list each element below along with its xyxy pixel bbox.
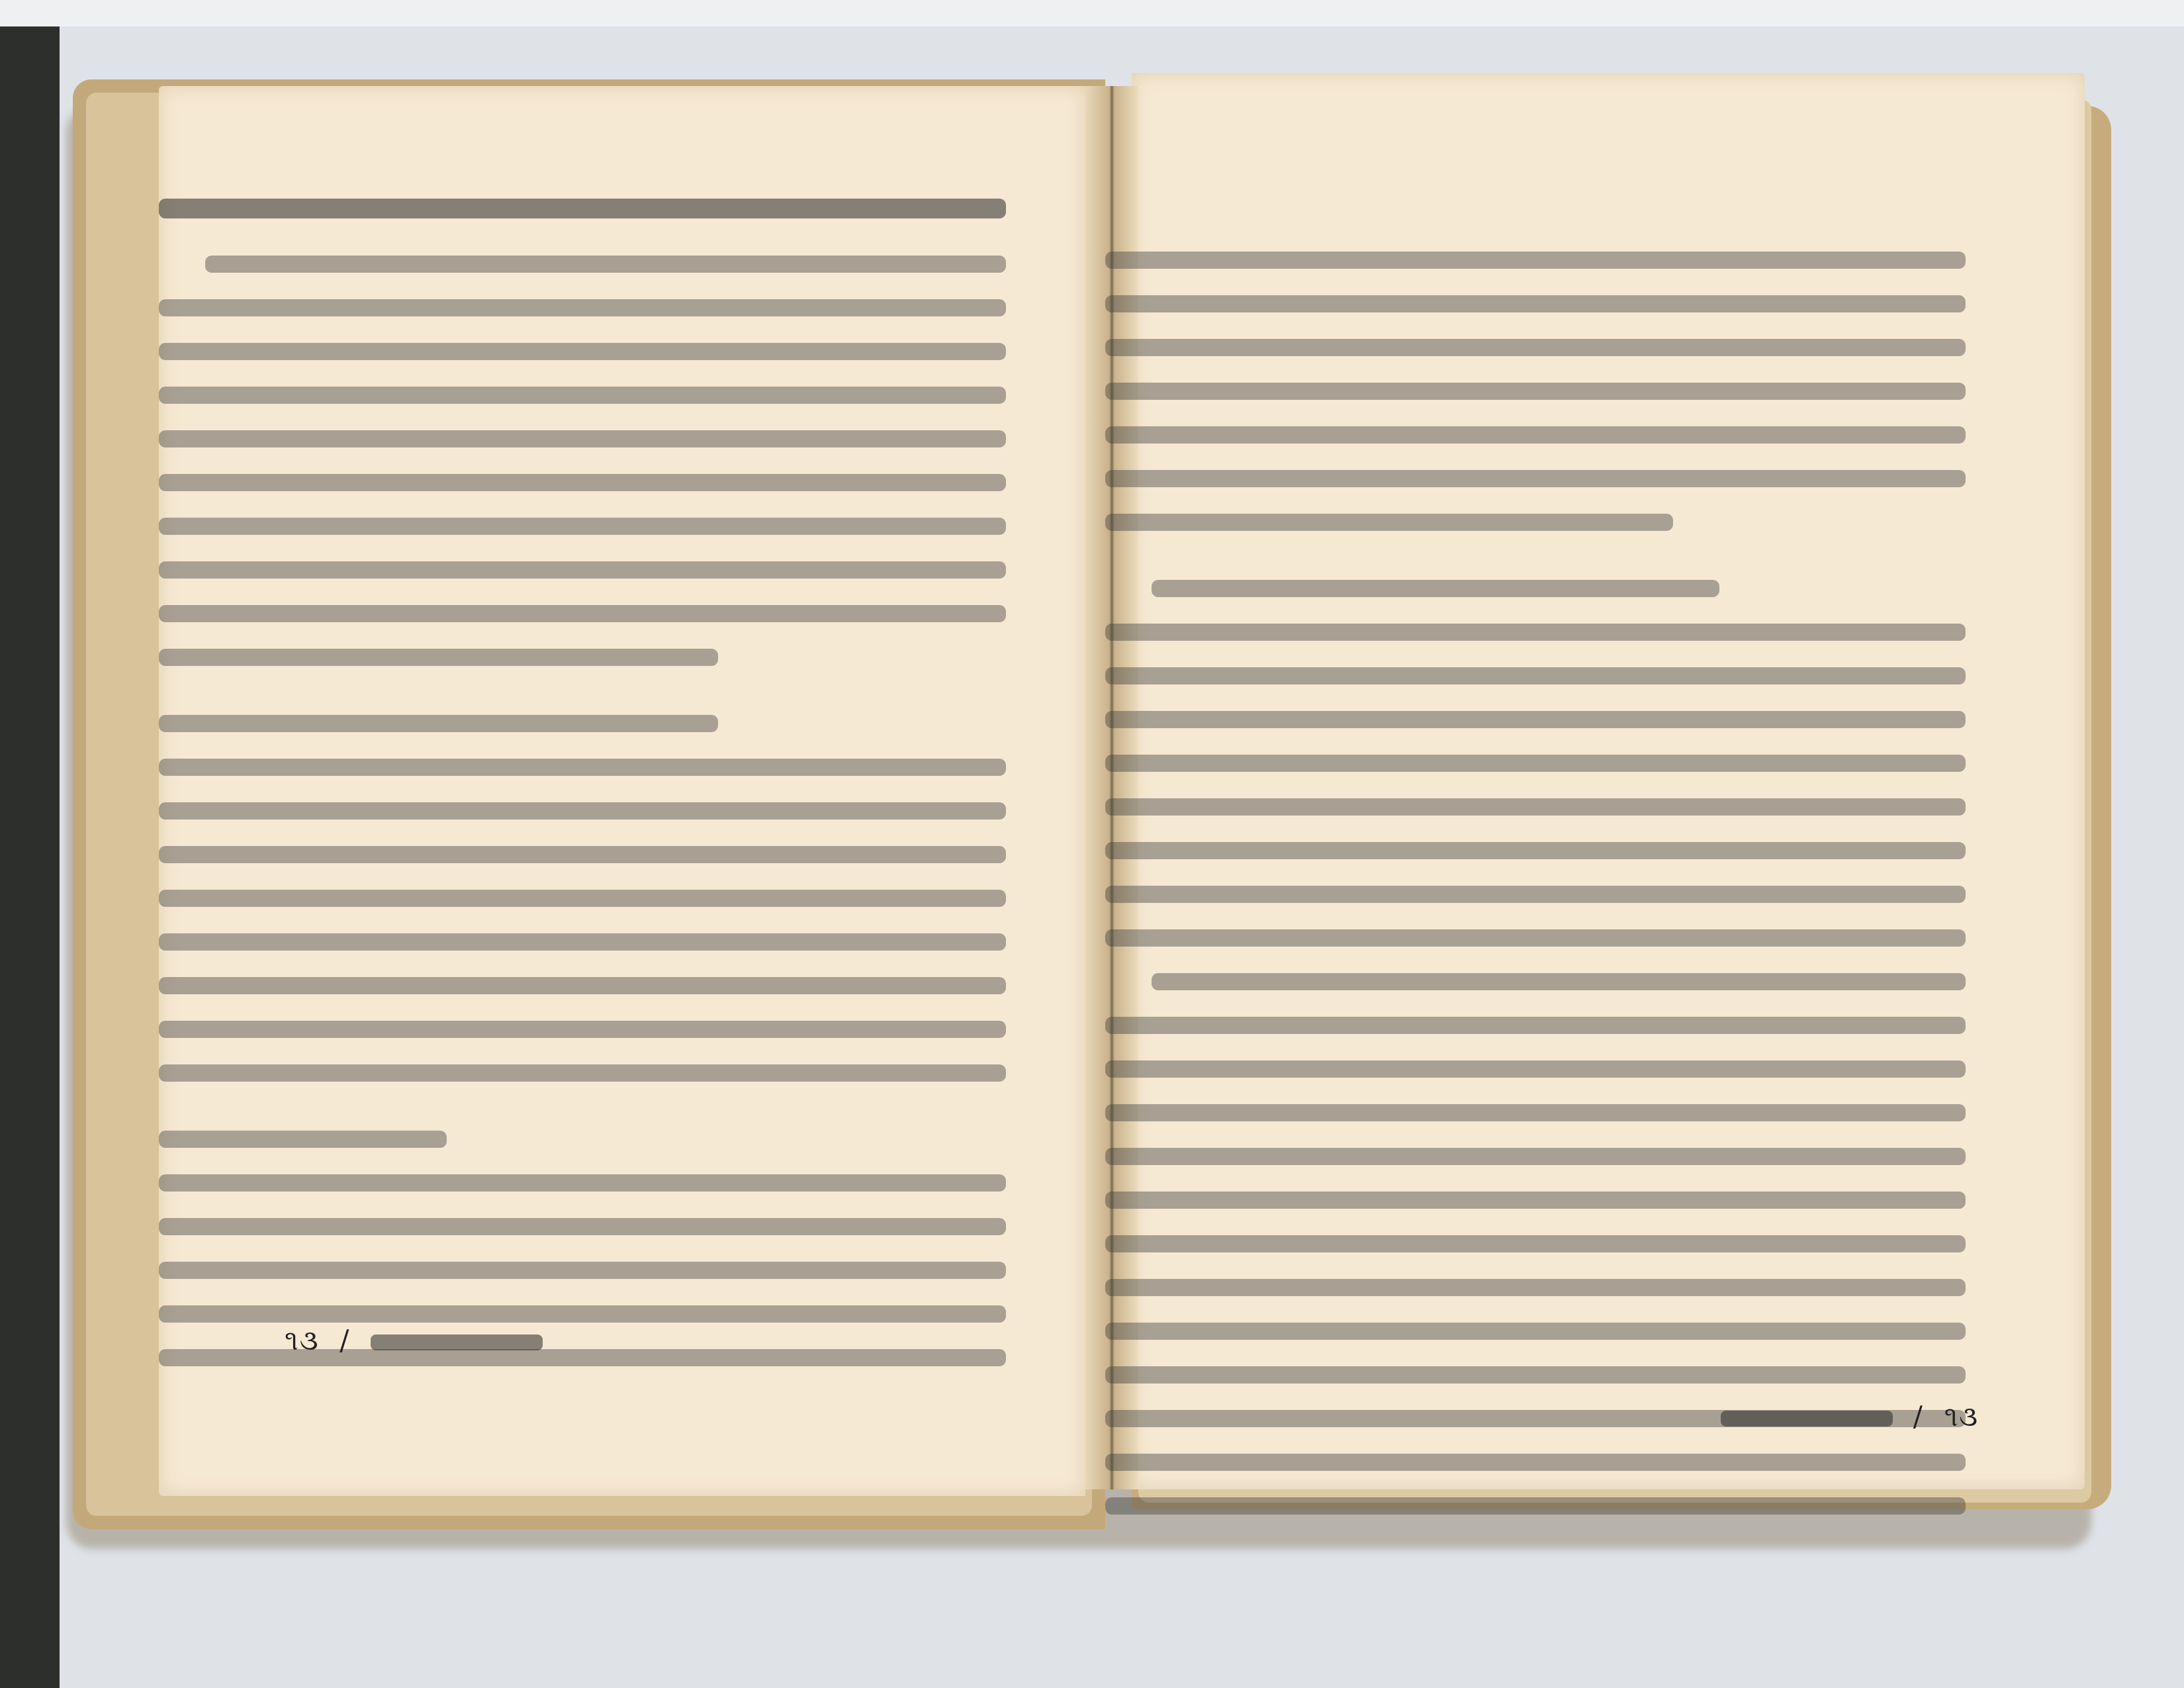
text-line [1105, 1279, 1966, 1296]
text-line [1105, 514, 1673, 531]
running-head [159, 199, 1006, 218]
text-line [159, 561, 1006, 579]
text-line [1105, 1366, 1966, 1383]
text-line [159, 430, 1006, 447]
text-line [1105, 1454, 1966, 1471]
text-line [1105, 252, 1966, 269]
text-line [1105, 1235, 1966, 1252]
text-line [1105, 1323, 1966, 1340]
text-line [1105, 470, 1966, 487]
text-line [159, 802, 1006, 820]
text-line [159, 474, 1006, 491]
text-line [1105, 426, 1966, 444]
text-line [159, 387, 1006, 404]
text-line [159, 933, 1006, 951]
left-page-footer: ૧૩ / [285, 1324, 543, 1357]
page-number: ૧૩ [285, 1324, 320, 1356]
text-line [1105, 711, 1966, 728]
text-line [159, 1064, 1006, 1082]
left-page-text [159, 199, 1006, 1393]
text-line [1105, 339, 1966, 356]
text-line [1105, 624, 1966, 641]
text-line [1105, 1060, 1966, 1078]
footer-author-line [371, 1335, 543, 1350]
text-line [1105, 1497, 1966, 1515]
text-line [205, 256, 1006, 273]
text-line [159, 846, 1006, 863]
text-line [159, 649, 718, 666]
text-line [1105, 1148, 1966, 1165]
right-page-footer: / ૧૩ [1721, 1400, 1979, 1433]
text-line [159, 1262, 1006, 1279]
page-number: ૧૩ [1944, 1400, 1979, 1432]
text-line [1152, 973, 1966, 990]
text-line [1105, 295, 1966, 312]
right-page-text [1105, 252, 1966, 1541]
text-line [1105, 842, 1966, 859]
text-line [159, 890, 1006, 907]
text-line [1105, 886, 1966, 903]
text-line [1105, 667, 1966, 684]
footer-author-line [1721, 1411, 1893, 1427]
text-line [159, 977, 1006, 994]
scanner-edge [0, 0, 60, 1688]
text-line [159, 605, 1006, 622]
text-line [1152, 580, 1719, 597]
text-line [159, 1218, 1006, 1235]
text-line [159, 518, 1006, 535]
text-line [159, 759, 1006, 776]
text-line [1105, 1192, 1966, 1209]
text-line [159, 1174, 1006, 1192]
text-line [159, 1305, 1006, 1323]
scanner-top-edge [0, 0, 2184, 26]
text-line [159, 343, 1006, 360]
text-line [159, 299, 1006, 316]
text-line [159, 715, 718, 732]
text-line [1105, 929, 1966, 947]
text-line [159, 1021, 1006, 1038]
text-line [159, 1131, 447, 1148]
text-line [1105, 798, 1966, 816]
text-line [1105, 383, 1966, 400]
text-line [1105, 1104, 1966, 1121]
text-line [1105, 1017, 1966, 1034]
text-line [1105, 755, 1966, 772]
